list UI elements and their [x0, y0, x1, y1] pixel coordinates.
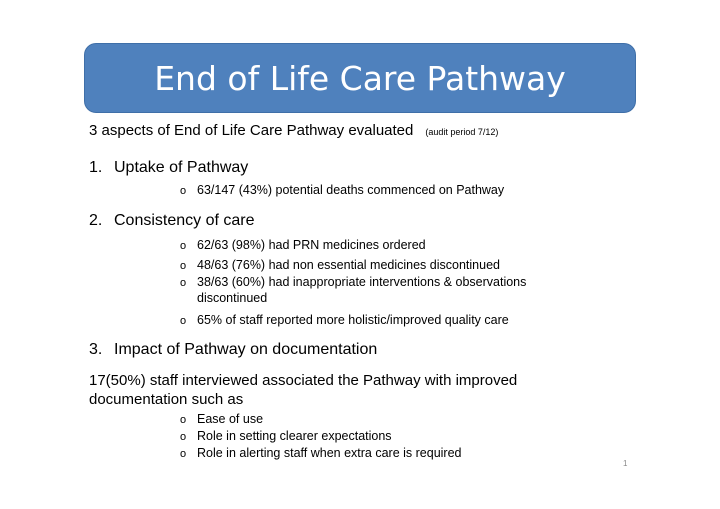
list-item: o 65% of staff reported more holistic/improved quality care — [180, 313, 509, 327]
bullet-icon: o — [180, 240, 187, 252]
list-item: o Ease of use — [180, 412, 264, 426]
intro-note: (audit period 7/12) — [425, 127, 499, 137]
list-item-continuation: discontinued — [197, 291, 268, 305]
section-1-heading — [89, 159, 248, 177]
bullet-icon: o — [180, 260, 187, 272]
list-item: o 62/63 (98%) had PRN medicines ordered — [180, 238, 426, 252]
bullet-icon: o — [180, 414, 187, 426]
page-number: 1 — [623, 459, 628, 468]
bullet-icon: o — [180, 315, 187, 327]
bullet-icon: o — [180, 448, 187, 460]
section-title: Uptake of Pathway — [114, 159, 249, 176]
intro-line — [89, 122, 498, 139]
bullet-icon: o — [180, 185, 187, 197]
section-number: 3. — [89, 341, 103, 358]
slide-title: End of Life Care Pathway — [154, 58, 566, 98]
list-item: o Role in alerting staff when extra care is required — [180, 446, 462, 460]
section-2-heading — [89, 212, 255, 230]
bullet-icon: o — [180, 431, 187, 443]
list-item: o 48/63 (76%) had non essential medicines discontinued — [180, 258, 500, 272]
list-item: o 38/63 (60%) had inappropriate interventions & observations — [180, 275, 527, 289]
intro-text: 3 aspects of End of Life Care Pathway evaluated — [89, 122, 414, 139]
title-banner — [84, 43, 636, 113]
section-3-paragraph: 17(50%) staff interviewed associated the Pathway with improved documentation such as — [89, 372, 518, 408]
section-number: 2. — [89, 212, 103, 229]
section-number: 1. — [89, 159, 103, 176]
section-title: Impact of Pathway on documentation — [114, 341, 378, 358]
section-title: Consistency of care — [114, 212, 255, 229]
bullet-icon: o — [180, 277, 187, 289]
section-3-heading — [89, 341, 377, 359]
list-item: o 63/147 (43%) potential deaths commenced on Pathway — [180, 183, 505, 197]
list-item: o Role in setting clearer expectations — [180, 429, 392, 443]
